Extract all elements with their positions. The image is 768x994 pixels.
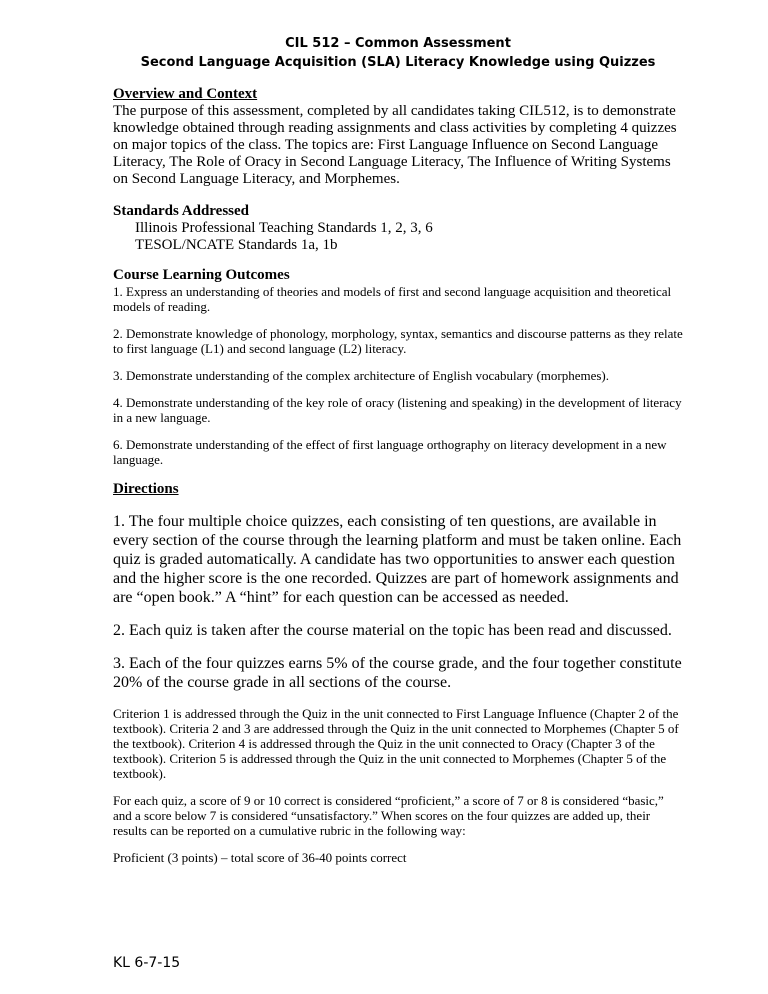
scoring-text: For each quiz, a score of 9 or 10 correct is considered “proficient,” a score of 7 or 8 is considered “basic,” and a score below 7 is considered “unsatisfactory.” When scores on the four quizzes are added up, their results can be reported on a cumulative rubric in the following way:: [113, 793, 664, 838]
document-title: CIL 512 – Common Assessment: [285, 36, 511, 51]
overview-heading: Overview and Context: [113, 86, 258, 102]
outcomes-heading: Course Learning Outcomes: [113, 267, 290, 283]
proficient-text: Proficient (3 points) – total score of 36-40 points correct: [113, 850, 407, 865]
criteria-text: Criterion 1 is addressed through the Quiz in the unit connected to First Language Influence (Chapter 2 of the textbook). Criteria 2 and 3 are addressed through the Quiz in the unit connected to Morphemes (Chapter 5 of the textbook). Criterion 4 is addressed through the Quiz in the unit connected to Oracy (Chapter 3 of the textbook). Criterion 5 is addressed through the Quiz in the unit connected to Morphemes (Chapter 5 of the textbook).: [113, 706, 679, 781]
direction-item: 1. The four multiple choice quizzes, each consisting of ten questions, are available in every section of the course through the learning platform and must be taken online. Each quiz is graded automatically. A candidate has two opportunities to answer each question and the higher score is the one recorded. Quizzes are part of homework assignments and are “open book.” A “hint” for each question can be accessed as needed.: [113, 513, 682, 606]
document-page: [113, 34, 683, 865]
outcome-item: 4. Demonstrate understanding of the key role of oracy (listening and speaking) in the development of literacy in a new language.: [113, 395, 682, 425]
outcome-item: 3. Demonstrate understanding of the complex architecture of English vocabulary (morphemes).: [113, 368, 610, 383]
standards-heading: Standards Addressed: [113, 203, 250, 219]
direction-item: 3. Each of the four quizzes earns 5% of the course grade, and the four together constitute 20% of the course grade in all sections of the course.: [113, 655, 682, 691]
direction-item: 2. Each quiz is taken after the course material on the topic has been read and discussed.: [113, 622, 672, 639]
directions-heading: Directions: [113, 481, 179, 497]
document-subtitle: Second Language Acquisition (SLA) Literacy Knowledge using Quizzes: [140, 55, 656, 70]
outcome-item: 1. Express an understanding of theories and models of first and second language acquisition and theoretical models of reading.: [113, 284, 672, 314]
document-footer: KL 6-7-15: [113, 955, 181, 971]
standard-item: Illinois Professional Teaching Standards 1, 2, 3, 6: [135, 220, 433, 236]
outcome-item: 2. Demonstrate knowledge of phonology, morphology, syntax, semantics and discourse patterns as they relate to first language (L1) and second language (L2) literacy.: [113, 326, 683, 356]
overview-text: The purpose of this assessment, completed by all candidates taking CIL512, is to demonstrate knowledge obtained through reading assignments and class activities by completing 4 quizzes on major topics of the class. The topics are: First Language Influence on Second Language Literacy, The Role of Oracy in Second Language Literacy, The Influence of Writing Systems on Second Language Literacy, and Morphemes.: [113, 103, 677, 187]
outcome-item: 6. Demonstrate understanding of the effect of first language orthography on literacy development in a new language.: [113, 437, 667, 467]
standard-item: TESOL/NCATE Standards 1a, 1b: [135, 237, 338, 253]
